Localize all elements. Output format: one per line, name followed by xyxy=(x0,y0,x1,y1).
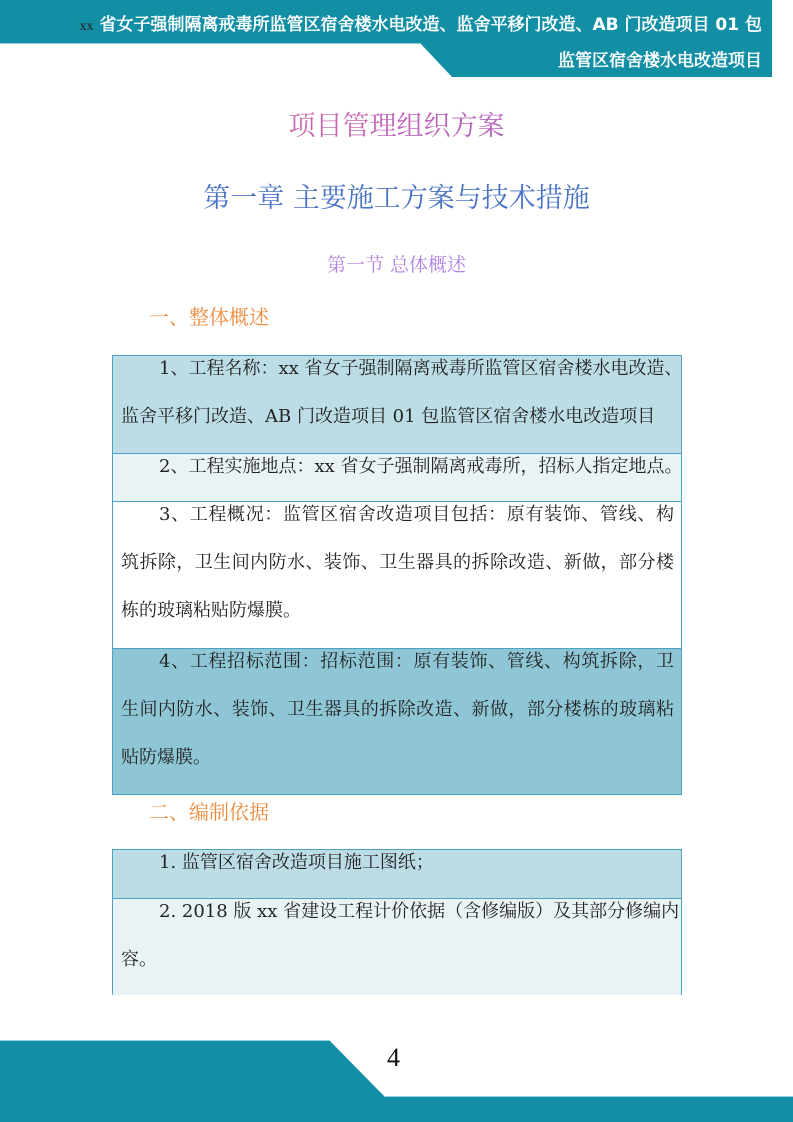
basis-table xyxy=(112,849,682,995)
table-row xyxy=(113,898,681,995)
row-text: 筑拆除，卫生间内防水、装饰、卫生器具的拆除改造、新做，部分楼 xyxy=(121,552,674,573)
section-title: 第一节 总体概述 xyxy=(0,250,793,277)
row-text: 贴防爆膜。 xyxy=(121,747,211,768)
row-text: 容。 xyxy=(121,949,157,970)
header-title-line2: 监管区宿舍楼水电改造项目 xyxy=(558,51,762,71)
chapter-title: 第一章 主要施工方案与技术措施 xyxy=(203,183,590,214)
table-row xyxy=(113,356,681,453)
table-row xyxy=(113,850,681,898)
row-text: 栋的玻璃粘贴防爆膜。 xyxy=(121,600,301,621)
row-text: 4、工程招标范围：招标范围：原有装饰、管线、构筑拆除，卫 xyxy=(159,651,674,672)
row-text: 1、工程名称：xx 省女子强制隔离戒毒所监管区宿舍楼水电改造、 xyxy=(159,358,683,379)
row-text: 3、工程概况：监管区宿舍改造项目包括：原有装饰、管线、构 xyxy=(159,504,674,525)
header-prefix: xx xyxy=(79,19,94,34)
row-text: 2、工程实施地点：xx 省女子强制隔离戒毒所，招标人指定地点。 xyxy=(159,456,683,477)
heading-basis: 二、编制依据 xyxy=(149,800,269,824)
overview-table xyxy=(112,355,682,795)
document-title: 项目管理组织方案 xyxy=(0,104,793,143)
heading-overview: 一、整体概述 xyxy=(149,305,269,329)
row-text: 生间内防水、装饰、卫生器具的拆除改造、新做，部分楼栋的玻璃粘 xyxy=(121,699,674,720)
table-row xyxy=(113,453,681,501)
header-title-text: 省女子强制隔离戒毒所监管区宿舍楼水电改造、监舍平移门改造、AB 门改造项目 01 包 xyxy=(99,15,762,35)
table-row xyxy=(113,501,681,648)
page-number: 4 xyxy=(387,1043,400,1072)
table-row xyxy=(113,648,681,794)
row-text: 监舍平移门改造、AB 门改造项目 01 包监管区宿舍楼水电改造项目 xyxy=(121,406,656,427)
row-text: 2. 2018 版 xx 省建设工程计价依据（含修编版）及其部分修编内 xyxy=(159,901,680,922)
row-text: 1. 监管区宿舍改造项目施工图纸； xyxy=(159,852,434,873)
header-title-line1 xyxy=(80,10,762,35)
